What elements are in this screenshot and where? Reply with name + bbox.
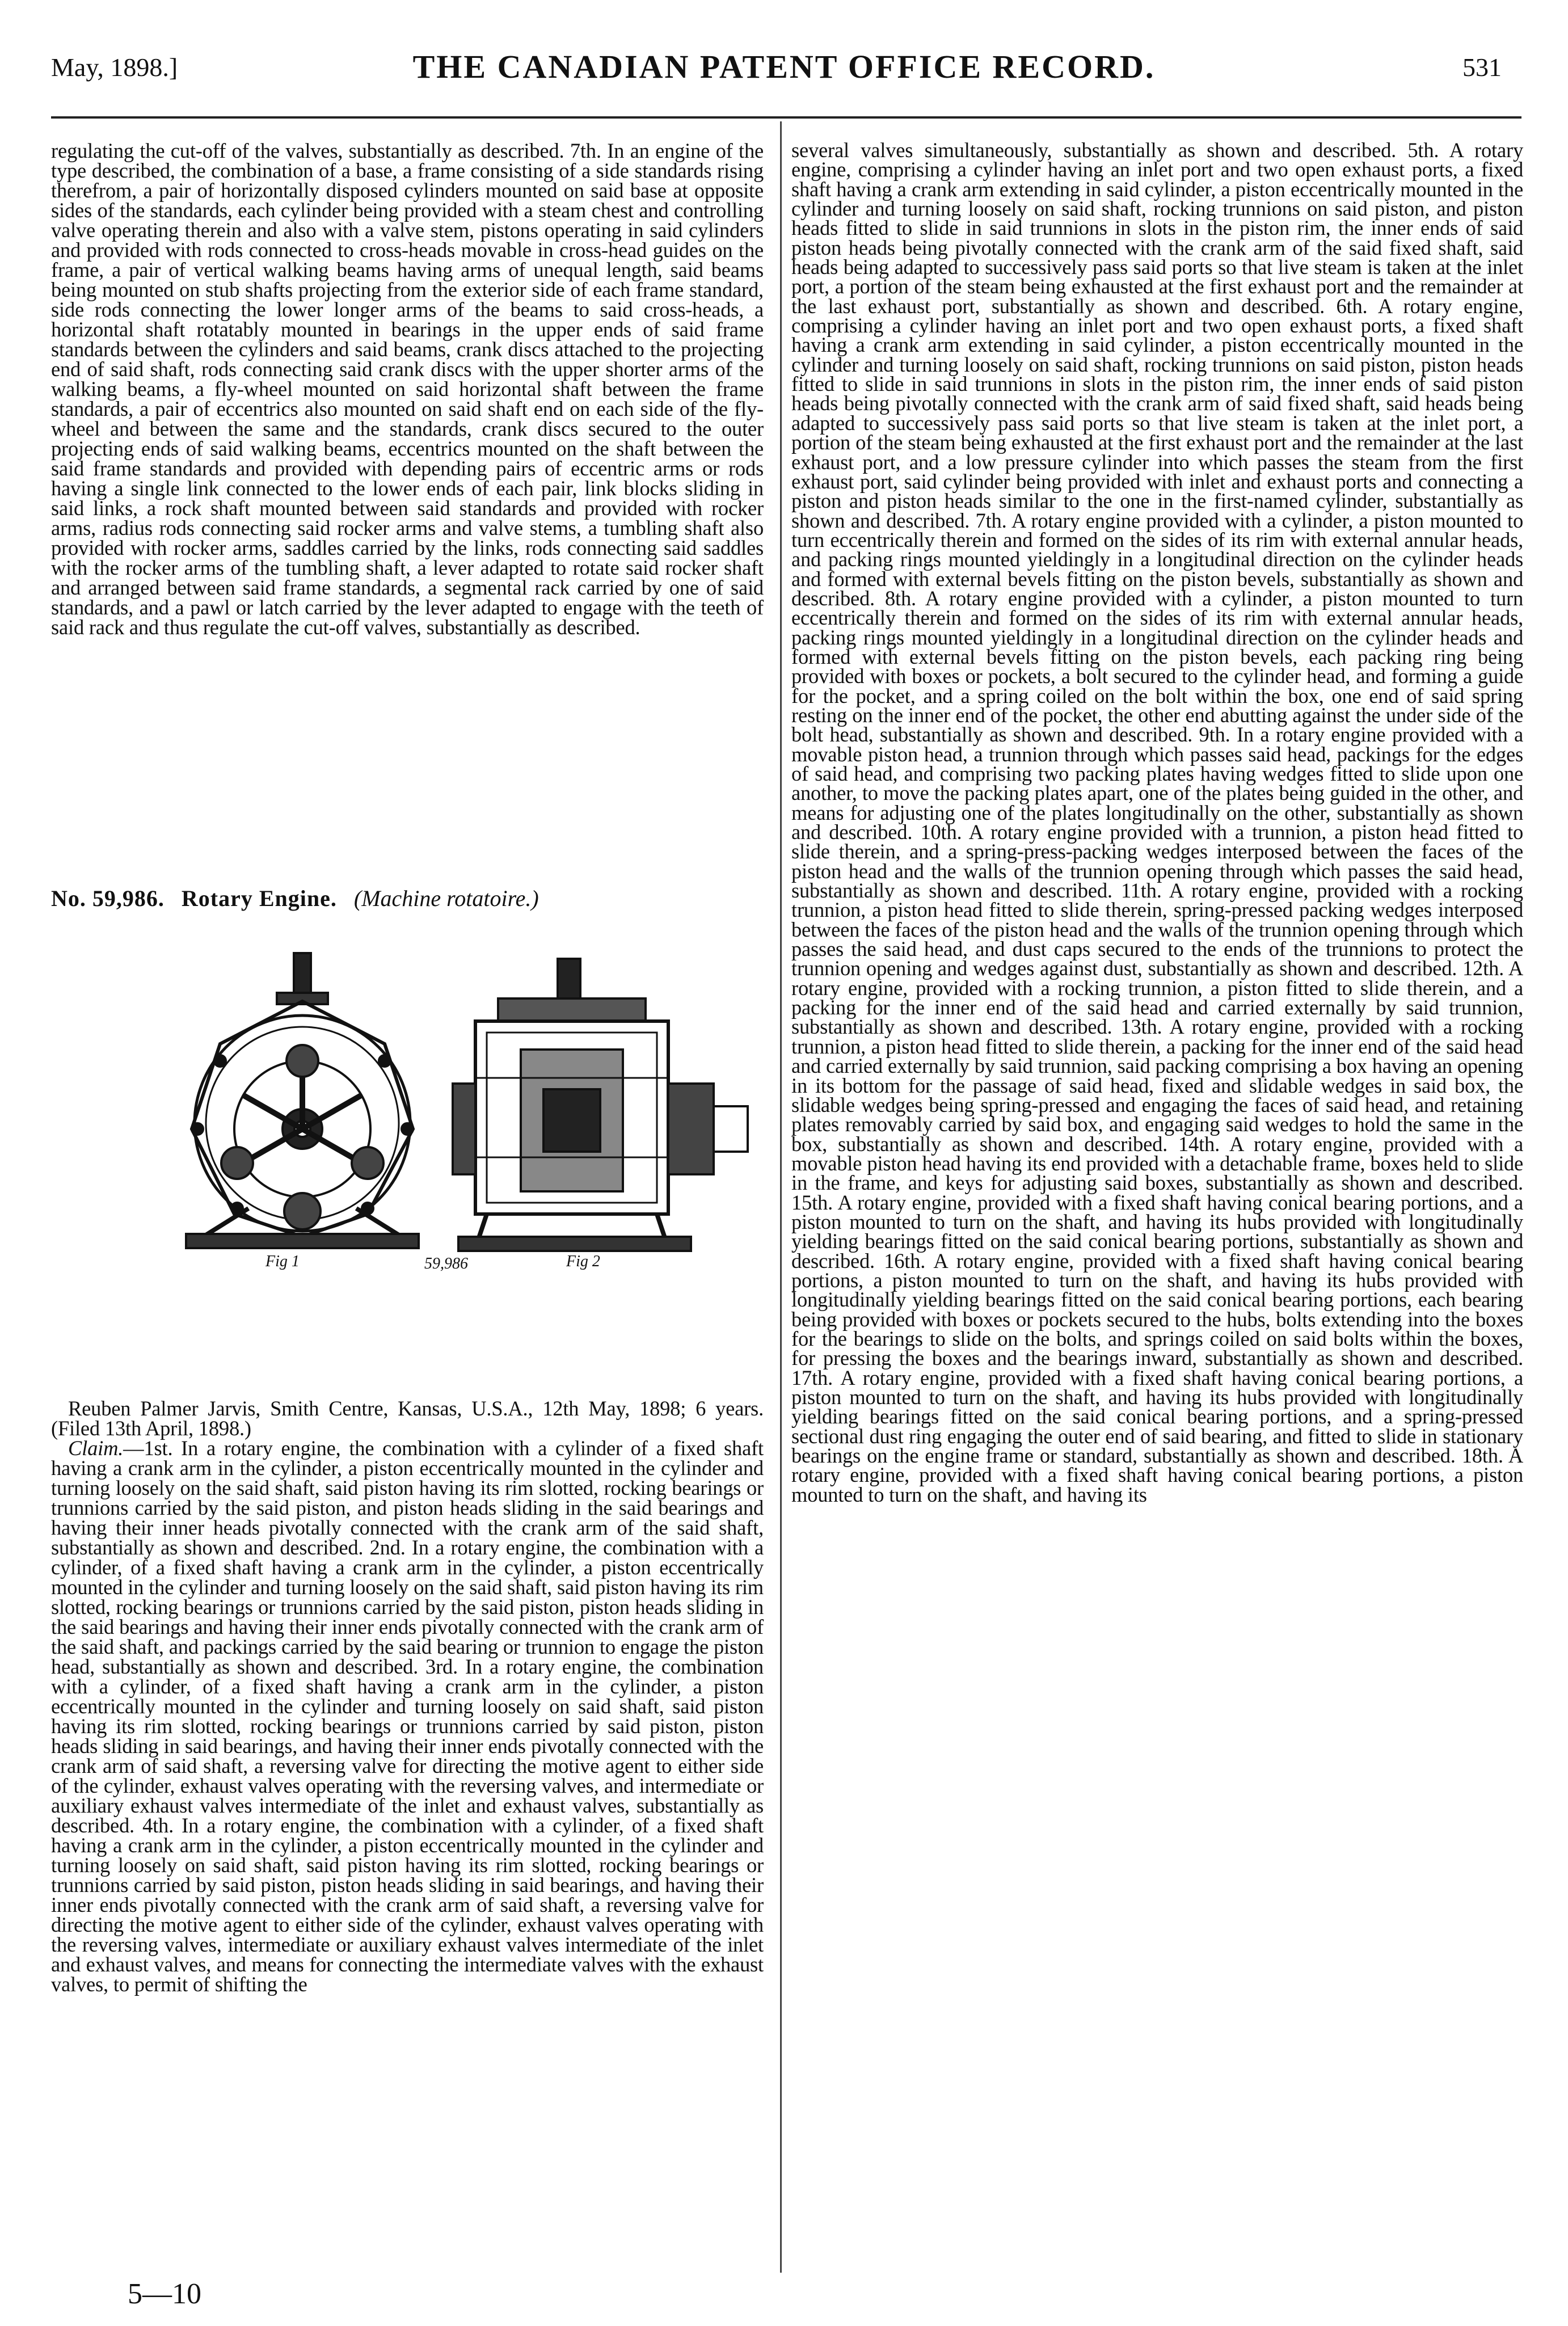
claim-paragraph <box>51 1438 764 1994</box>
column-divider <box>780 121 782 2273</box>
previous-patent-claim-text: regulating the cut-off of the valves, substantially as described. 7th. In an engine of the type described, the combination of a base, a frame consisting of a side standards rising therefrom, a pair of horizontally disposed cylinders mounted on said base at opposite sides of the standards, each cylinder being provided with a steam chest and controlling valve operating therein and also with a valve stem, pistons operating in said cylinders and provided with rods connected to cross-heads movable in cross-head guides on the frame, a pair of vertical walking beams having arms of unequal length, said beams being mounted on stub shafts projecting from the exterior side of each frame standard, side rods connecting the lower longer arms of the beams to said cross-heads, a horizontal shaft rotatably mounted in bearings in the upper ends of said frame standards between the cylinders and said beams, crank discs attached to the projecting end of said shaft, rods connecting said crank discs with the upper shorter arms of the walking beams, a fly-wheel mounted on said horizontal shaft between the frame standards, a pair of eccentrics also mounted on said shaft end on each side of the fly-wheel and between the same and the standards, crank discs secured to the outer projecting ends of said walking beams, eccentrics mounted on the shaft between the said frame standards and provided with depending pairs of eccentric arms or rods having a single link connected to the lower ends of each pair, link blocks sliding in said links, a rock shaft mounted between said standards and provided with rocker arms, radius rods connecting said rocker arms and valve stems, a tumbling shaft also provided with rocker arms, saddles carried by the links, rods connecting said saddles with the rocker arms of the tumbling shaft, a lever adapted to rotate said rocker shaft and arranged between said frame standards, a segmental rack carried by one of said standards, and a pawl or latch carried by the lever adapted to engage with the teeth of said rack and thus regulate the cut-off valves, substantially as described. <box>51 139 764 639</box>
patent-number: No. 59,986. <box>51 886 165 911</box>
engine-illustration <box>180 942 765 1276</box>
patent-french-title: (Machine rotatoire.) <box>353 886 539 911</box>
fig2-side-view <box>453 959 748 1251</box>
fig1-label: Fig 1 <box>265 1253 300 1270</box>
header-date: May, 1898.] <box>51 53 178 82</box>
header-title: THE CANADIAN PATENT OFFICE RECORD. <box>412 48 1156 85</box>
rotary-engine-drawing <box>180 942 765 1276</box>
patent-title: Rotary Engine. <box>181 886 337 911</box>
claim-text: —1st. In a rotary engine, the combination with a cylinder of a fixed shaft having a crank arm in the cylinder, a piston eccentrically mounted in the cylinder and turning loosely on the said shaft, said piston having its rim slotted, rocking bearings or trunnions carried by the said piston, and piston heads sliding in the said bearings and having their inner heads pivotally connected with the crank arm of the said shaft, substantially as shown and described. 2nd. In a rotary engine, the combination with a cylinder, of a fixed shaft having a crank arm in the cylinder, a piston eccentrically mounted in the cylinder and turning loosely on the said shaft, said piston having its rim slotted, rocking bearings or trunnions carried by the said piston, piston heads sliding in the said bearings and having their inner ends pivotally connected with the crank arm of the said shaft, and packings carried by the said bearing or trunnion to engage the piston head, substantially as shown and described. 3rd. In a rotary engine, the combination with a cylinder, of a fixed shaft having a crank arm in the cylinder, a piston eccentrically mounted in the cylinder and turning loosely on said shaft, said piston having its rim slotted, rocking bearings or trunnions carried by said piston, piston heads sliding in said bearings, and having their inner ends pivotally connected with the crank arm of said shaft, a reversing valve for directing the motive agent to either side of the cylinder, exhaust valves operating with the reversing valves, and intermediate or auxiliary exhaust valves intermediate of the inlet and exhaust valves, substantially as described. 4th. In a rotary engine, the combination with a cylinder, of a fixed shaft having a crank arm in the cylinder, a piston eccentrically mounted in the cylinder and turning loosely on said shaft, said piston having its rim slotted, rocking bearings or trunnions carried by said piston, piston heads sliding in said bearings, and having their inner ends pivotally connected with the crank arm of said shaft, a reversing valve for directing the motive agent to either side of the cylinder, exhaust valves operating with the reversing valves, intermediate or auxiliary exhaust valves intermediate of the inlet and exhaust valves, and means for connecting the intermediate valves with the exhaust valves, to permit of shifting the <box>51 1436 764 1996</box>
claim-heading: Claim. <box>68 1436 124 1460</box>
header-rule <box>51 116 1521 119</box>
fig1-front-view <box>186 953 419 1248</box>
right-column-claims: several valves simultaneously, substantially as shown and described. 5th. A rotary engine, comprising a cylinder having an inlet port and two open exhaust ports, a fixed shaft having a crank arm extending in said cylinder, a piston eccentrically mounted in the cylinder and turning loosely on said shaft, rocking trunnions on said piston, and piston heads fitted to slide in said trunnions in slots in the piston rim, the inner ends of said piston heads being pivotally connected with the crank arm of the said fixed shaft, said heads being adapted to successively pass said ports so that live steam is taken at the inlet port, a portion of the steam being exhausted at the first exhaust port and the remainder at the last exhaust port, substantially as shown and described. 6th. A rotary engine, comprising a cylinder having an inlet port and two open exhaust ports, a fixed shaft having a crank arm extending in said cylinder, a piston eccentrically mounted in the cylinder and turning loosely on said shaft, rocking trunnions on said piston, piston heads fitted to slide in said trunnions in slots in the piston rim, the inner ends of said piston heads being pivotally connected with the crank arm of said fixed shaft, said heads being adapted to successively pass said ports so that live steam is taken at the inlet port, a portion of the steam being exhausted at the first exhaust port and the remainder at the last exhaust port, and a low pressure cylinder into which passes the steam from the first exhaust port, said cylinder being provided with inlet and exhaust ports and connecting a piston and piston heads similar to the one in the first-named cylinder, substantially as shown and described. 7th. A rotary engine provided with a cylinder, a piston mounted to turn eccentrically therein and formed on the sides of its rim with external annular heads, and packing rings mounted yieldingly in a longitudinal direction on the cylinder heads and formed with external bevels fitting on the piston bevels, substantially as shown and described. 8th. A rotary engine provided with a cylinder, a piston mounted to turn eccentrically therein and formed on the sides of its rim with external annular heads, packing rings mounted yieldingly in a longitudinal direction on the cylinder heads and formed with external bevels fitting on the piston bevels, each packing ring being provided with boxes or pockets, a bolt secured to the cylinder head, and forming a guide for the pocket, and a spring coiled on the bolt within the box, one end of said spring resting on the inner end of the pocket, the other end abutting against the under side of the bolt head, substantially as shown and described. 9th. In a rotary engine provided with a movable piston head, a trunnion through which passes said head, packings for the edges of said head, and comprising two packing plates having wedges fitted to slide upon one another, to move the packing plates apart, one of the plates being guided in the other, and means for adjusting one of the plates longitudinally on the other, substantially as shown and described. 10th. A rotary engine provided with a trunnion, a piston head fitted to slide therein, and a spring-press-packing wedges interposed between the faces of the piston head and the walls of the trunnion opening through which passes the said head, substantially as shown and described. 11th. A rotary engine, provided with a rocking trunnion, a piston head fitted to slide therein, spring-pressed packing wedges interposed between the faces of the piston head and the walls of the trunnion opening through which passes the said head, and dust caps secured to the ends of the trunnions to protect the trunnion opening and wedges against dust, substantially as shown and described. 12th. A rotary engine, provided with a rocking trunnion, a piston fitted to slide therein, and a packing for the inner end of the said head and carried externally by said trunnion, substantially as shown and described. 13th. A rotary engine, provided with a rocking trunnion, a piston head fitted to slide therein, a packing for the inner end of the said head and carried externally by said trunnion, said packing comprising a box having an opening in its bottom for the passage of said head, fixed and slidable wedges in said box, the slidable wedges being spring-pressed and engaging the faces of said head, and retaining plates removably carried by said box, and engaging said wedges to hold the same in the box, substantially as shown and described. 14th. A rotary engine, provided with a movable piston head having its end provided with a detachable frame, boxes held to slide in the frame, and keys for adjusting said boxes, substantially as shown and described. 15th. A rotary engine, provided with a fixed shaft having conical bearing portions, and a piston mounted to turn on the shaft, and having its hubs provided with longitudinally yielding bearings fitted on the said conical bearing portions, substantially as shown and described. 16th. A rotary engine, provided with a fixed shaft having conical bearing portions, a piston mounted to turn on the shaft, and having its hubs provided with longitudinally yielding bearings fitted on the said conical bearing portions, each bearing being provided with boxes or pockets secured to the hubs, bolts extending into the boxes for the bearings to slide on the bolts, and springs coiled on said bolts within the boxes, for pressing the boxes and the bearings inward, substantially as shown and described. 17th. A rotary engine, provided with a fixed shaft having conical bearing portions, a piston mounted to turn on the shaft, and having its hubs provided with longitudinally yielding bearings fitted on the said conical bearing portions, and a spring-pressed sectional dust ring engaging the outer end of said bearing, and fitted to slide in stationary bearings on the engine frame or standard, substantially as shown and described. 18th. A rotary engine, provided with a fixed shaft having conical bearing portions, a piston mounted to turn on the shaft, and having its <box>791 138 1523 1506</box>
patentee-line: Reuben Palmer Jarvis, Smith Centre, Kansas, U.S.A., 12th May, 1898; 6 years. (Filed 13th April, 1898.) <box>51 1397 764 1440</box>
footer-signature: 5—10 <box>128 2278 201 2310</box>
fig2-label: Fig 2 <box>566 1253 600 1270</box>
left-column-bottom <box>51 1398 764 1994</box>
patent-entry-heading <box>51 885 764 912</box>
figure-number-label: 59,986 <box>424 1255 468 1272</box>
right-column <box>791 138 1523 1506</box>
page-number: 531 <box>1462 53 1502 82</box>
left-column-top <box>51 141 764 637</box>
